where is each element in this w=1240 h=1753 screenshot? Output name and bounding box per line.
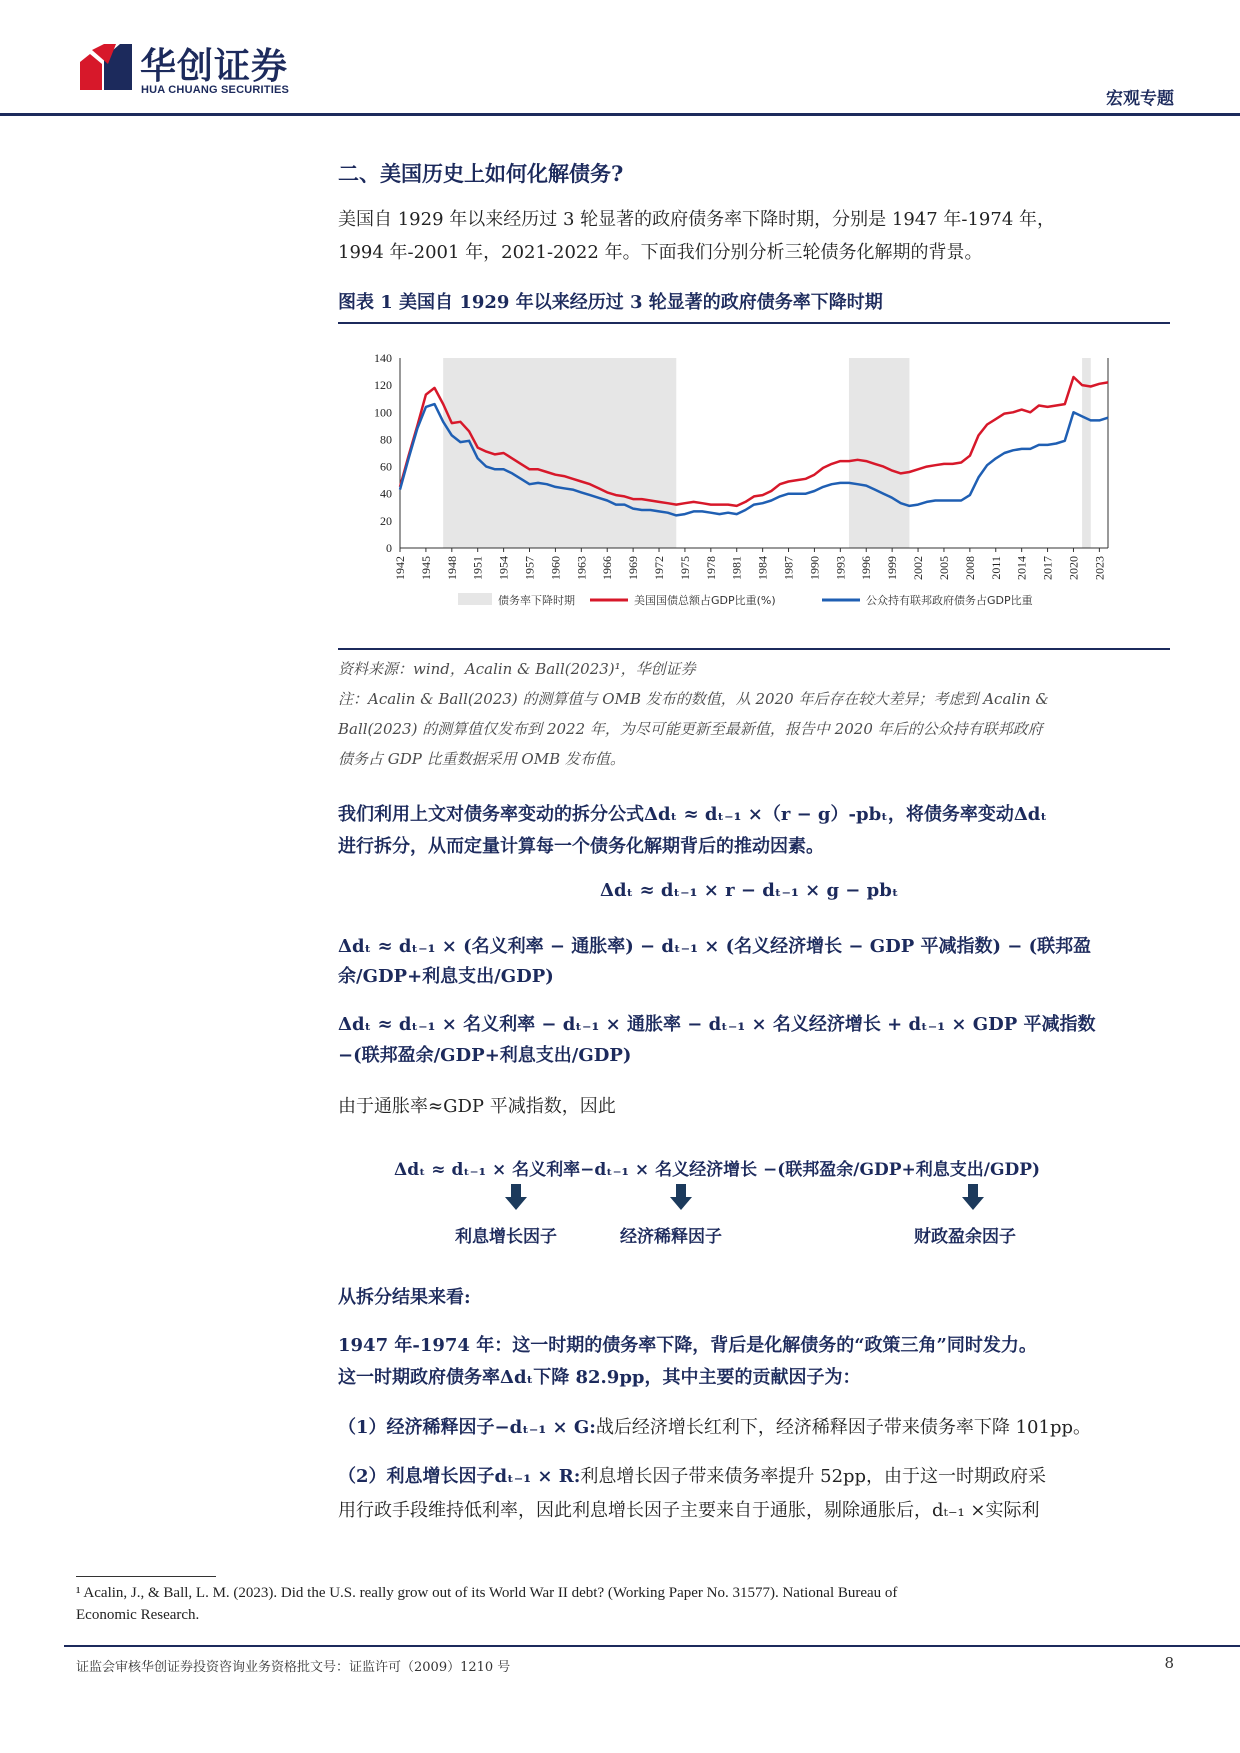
down-arrow-icon [962, 1184, 984, 1210]
legend-label: 公众持有联邦政府债务占GDP比重 [866, 594, 1033, 607]
footnote-line-1: ¹ Acalin, J., & Ball, L. M. (2023). Did the U.S. really grow out of its World War II debt? (Working Paper No. 31577). National Bureau of [76, 1585, 898, 1601]
x-tick-label: 2002 [911, 556, 926, 580]
y-tick-label: 100 [374, 405, 392, 420]
intro-line-2: 1994 年-2001 年，2021-2022 年。下面我们分别分析三轮债务化解期的背景。 [338, 242, 983, 263]
item-2-text: 利息增长因子带来债务率提升 52pp，由于这一时期政府采 [580, 1466, 1047, 1487]
x-tick-label: 1954 [496, 556, 511, 580]
footnote [76, 1582, 1166, 1626]
factor-economic-dilution: 经济稀释因子 [620, 1227, 722, 1247]
figure-bottom-rule [338, 648, 1170, 650]
x-tick-label: 1972 [652, 556, 667, 580]
x-tick-label: 1996 [859, 556, 874, 580]
header-divider [0, 113, 1240, 116]
down-arrow-icon [505, 1184, 527, 1210]
footnote-rule [76, 1576, 216, 1577]
x-tick-label: 1957 [522, 556, 537, 580]
x-tick-label: 1966 [600, 556, 615, 580]
y-tick-label: 60 [380, 459, 392, 474]
decline-period-shade [849, 358, 909, 548]
company-logo-icon [80, 44, 132, 90]
x-tick-label: 1945 [418, 556, 433, 580]
figure-note-line-2: Ball(2023) 的测算值仅发布到 2022 年，为尽可能更新至最新值，报告中 2020 年后的公众持有联邦政府 [338, 720, 1043, 738]
formula-1: Δdₜ ≈ dₜ₋₁ × r − dₜ₋₁ × g − pbₜ [600, 880, 899, 901]
method-line-1: 我们利用上文对债务率变动的拆分公式Δdₜ ≈ dₜ₋₁ ×（r − g）-pbₜ，将债务率变动Δdₜ [338, 804, 1048, 825]
x-tick-label: 2005 [936, 556, 951, 580]
x-tick-label: 1963 [574, 556, 589, 580]
item-2-continued: 用行政手段维持低利率，因此利息增长因子主要来自于通胀，剔除通胀后，dₜ₋₁ ×实际利 [338, 1500, 1040, 1521]
debt-ratio-line-chart [338, 338, 1138, 623]
x-tick-label: 2008 [962, 556, 977, 580]
y-tick-label: 20 [380, 513, 392, 528]
formula-2-line-1: Δdₜ ≈ dₜ₋₁ × (名义利率 − 通胀率) − dₜ₋₁ × (名义经济增长 − GDP 平减指数) − (联邦盈 [338, 936, 1092, 957]
x-tick-label: 1960 [548, 556, 563, 580]
y-tick-label: 0 [386, 541, 392, 555]
legend-shade-swatch [458, 593, 492, 605]
down-arrow-icon [670, 1184, 692, 1210]
factor-interest-growth: 利息增长因子 [455, 1227, 557, 1247]
item-1-text: 战后经济增长红利下，经济稀释因子带来债务率下降 101pp。 [595, 1417, 1092, 1438]
y-tick-label: 140 [374, 351, 392, 365]
x-tick-label: 1975 [677, 556, 692, 580]
method-line-2: 进行拆分，从而定量计算每一个债务化解期背后的推动因素。 [338, 836, 824, 857]
report-category-tag: 宏观专题 [1106, 89, 1174, 109]
results-heading: 从拆分结果来看: [338, 1287, 471, 1308]
x-tick-label: 2020 [1066, 556, 1081, 580]
y-tick-label: 120 [374, 378, 392, 393]
x-tick-label: 1942 [393, 556, 407, 580]
figure-source: 资料来源：wind，Acalin & Ball(2023)¹，华创证券 [338, 660, 696, 678]
legend-label: 美国国债总额占GDP比重(%) [634, 594, 776, 607]
period-line-2: 这一时期政府债务率Δdₜ下降 82.9pp，其中主要的贡献因子为： [338, 1367, 861, 1388]
logo-english-name: HUA CHUANG SECURITIES [141, 84, 290, 96]
decline-period-shade [443, 358, 676, 548]
footer-divider [64, 1645, 1240, 1647]
page-number: 8 [1164, 1654, 1174, 1672]
x-tick-label: 1993 [833, 556, 848, 580]
intro-line-1: 美国自 1929 年以来经历过 3 轮显著的政府债务率下降时期，分别是 1947 年-1974 年， [338, 209, 1056, 230]
x-tick-label: 1978 [703, 556, 718, 580]
factor-fiscal-surplus: 财政盈余因子 [914, 1227, 1016, 1247]
item-1 [338, 1411, 1091, 1445]
x-tick-label: 2023 [1092, 556, 1107, 580]
x-tick-label: 2017 [1040, 556, 1055, 580]
figure-note-line-3: 债务占 GDP 比重数据采用 OMB 发布值。 [338, 750, 625, 768]
x-tick-label: 2014 [1014, 556, 1029, 580]
period-line-1: 1947 年-1974 年：这一时期的债务率下降，背后是化解债务的“政策三角”同时发力。 [338, 1335, 1037, 1356]
x-tick-label: 1948 [444, 556, 459, 580]
item-1-label: （1）经济稀释因子−dₜ₋₁ × G: [338, 1417, 596, 1438]
figure-top-rule [338, 322, 1170, 324]
item-2 [338, 1460, 1046, 1494]
x-tick-label: 1981 [729, 556, 744, 580]
x-tick-label: 1999 [885, 556, 900, 580]
formula-3-line-2: −(联邦盈余/GDP+利息支出/GDP) [338, 1045, 632, 1066]
formula-3-line-1: Δdₜ ≈ dₜ₋₁ × 名义利率 − dₜ₋₁ × 通胀率 − dₜ₋₁ × 名义经济增长 + dₜ₋₁ × GDP 平减指数 [338, 1014, 1096, 1035]
x-tick-label: 1984 [755, 556, 770, 580]
logo-chinese-name: 华创证券 [140, 46, 289, 87]
x-tick-label: 2011 [988, 556, 1003, 580]
footer-license: 证监会审核华创证券投资咨询业务资格批文号：证监许可（2009）1210 号 [76, 1660, 511, 1675]
figure-note-line-1: 注：Acalin & Ball(2023) 的测算值与 OMB 发布的数值，从 2020 年后存在较大差异；考虑到 Acalin & [338, 690, 1049, 708]
section-heading: 二、美国历史上如何化解债务? [338, 161, 624, 186]
since-line: 由于通胀率≈GDP 平减指数，因此 [338, 1096, 616, 1117]
diagram-formula: Δdₜ ≈ dₜ₋₁ × 名义利率−dₜ₋₁ × 名义经济增长 −(联邦盈余/GDP+利息支出/GDP) [394, 1160, 1041, 1180]
formula-2-line-2: 余/GDP+利息支出/GDP) [338, 966, 554, 987]
x-tick-label: 1987 [781, 556, 796, 580]
legend-label: 债务率下降时期 [498, 594, 575, 607]
figure-title: 图表 1 美国自 1929 年以来经历过 3 轮显著的政府债务率下降时期 [338, 292, 883, 313]
footnote-line-2: Economic Research. [76, 1607, 200, 1623]
x-tick-label: 1969 [626, 556, 641, 580]
y-tick-label: 40 [380, 486, 392, 501]
x-tick-label: 1990 [807, 556, 822, 580]
y-tick-label: 80 [380, 432, 392, 447]
item-2-label: （2）利息增长因子dₜ₋₁ × R: [338, 1466, 581, 1487]
x-tick-label: 1951 [470, 556, 485, 580]
